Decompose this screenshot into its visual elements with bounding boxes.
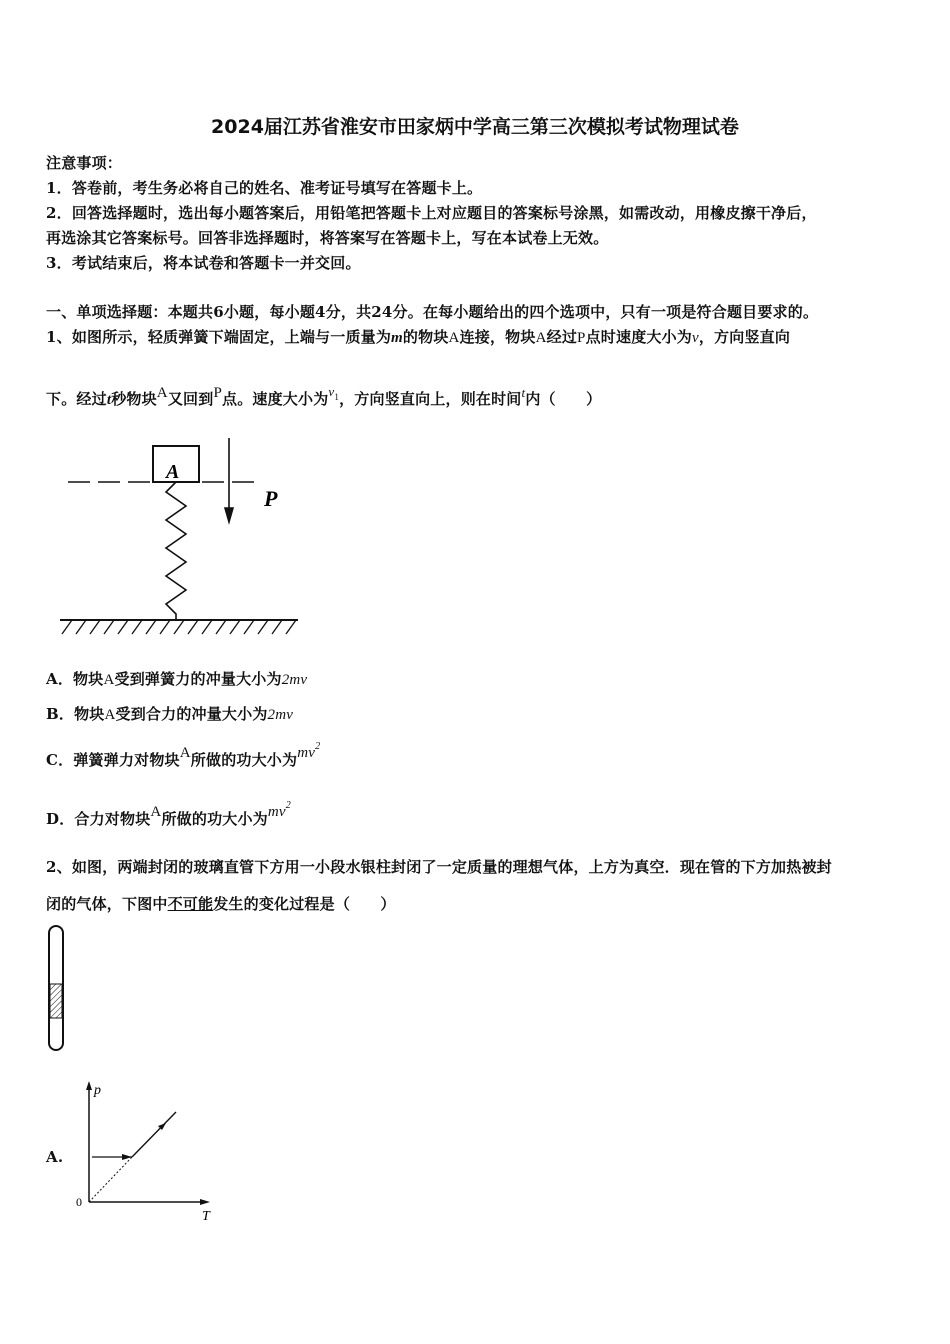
notice-item-2a: 2．回答选择题时，选出每小题答案后，用铅笔把答题卡上对应题目的答案标号涂黑，如需改动，用橡皮擦干净后， [46,204,817,222]
q1-option-d[interactable] [46,800,291,829]
q2-text: 闭的气体，下图中 [46,895,168,913]
q1-v1: v [328,384,335,399]
superscript: 2 [315,741,321,752]
notice-item-2b: 再选涂其它答案标号。回答非选择题时，将答案写在答题卡上，写在本试卷上无效。 [46,229,609,247]
q1-text: 下。经过 [46,390,107,408]
axis-T-label: T [202,1209,210,1224]
q2-underlined: 不可能 [167,895,214,913]
q1-P: P [213,385,222,401]
option-text: 所做的功大小为 [190,751,298,769]
q1-m: m [391,330,403,346]
q1-text: 内（ ） [525,390,602,408]
q1-v: v [692,330,699,346]
q2-option-a[interactable]: A. [46,1148,64,1166]
superscript: 2 [285,800,291,811]
q2-line-1: 2、如图，两端封闭的玻璃直管下方用一小段水银柱封闭了一定质量的理想气体，上方为真空．现在管的下方加热被封 [46,858,832,876]
q1-text: ，方向竖直向 [698,328,791,346]
q1-A: A [448,330,460,346]
figure-label-P: P [264,486,278,511]
q1-A: A [535,330,547,346]
option-label: B．物块 [46,705,105,723]
q1-text: 点时速度大小为 [585,328,692,346]
page-title: 2024届江苏省淮安市田家炳中学高三第三次模拟考试物理试卷 [211,116,739,138]
q1-A: A [104,707,116,723]
q1-option-b[interactable] [46,703,293,724]
notice-item-1: 1．答卷前，考生务必将自己的姓名、准考证号填写在答题卡上。 [46,179,483,197]
q1-option-c[interactable] [46,741,321,770]
q1-v1-subscript: 1 [334,392,340,402]
q2-text: 发生的变化过程是（ ） [213,895,396,913]
glass-tube-diagram [44,922,68,1054]
q1-text: ，方向竖直向上，则在时间 [339,390,522,408]
spring-diagram [60,436,310,646]
q1-line-1 [46,326,790,347]
option-value: mv [297,745,316,761]
option-text: 受到弹簧力的冲量大小为 [114,670,282,688]
option-value: mv [267,804,286,820]
q1-text: 又回到 [167,390,214,408]
q1-A: A [103,672,115,688]
notice-item-3: 3．考试结束后，将本试卷和答题卡一并交回。 [46,254,361,272]
q1-option-a[interactable] [46,668,307,689]
figure-label-A: A [166,461,180,483]
q1-text: 秒物块 [111,390,157,408]
option-text: 受到合力的冲量大小为 [115,705,268,723]
q1-text: 的物块 [402,328,449,346]
q1-text: 经过 [546,328,578,346]
q1-text: 连接，物块 [459,328,536,346]
p-T-graph [72,1078,222,1223]
origin-label: 0 [76,1195,82,1209]
q2-line-2 [46,893,396,914]
q1-A: A [179,745,191,761]
axis-p-label: p [94,1083,101,1098]
notice-heading: 注意事项： [46,154,123,172]
q1-text: 点。速度大小为 [222,390,329,408]
option-label: D．合力对物块 [46,810,151,828]
option-label: C．弹簧弹力对物块 [46,751,180,769]
option-text: 所做的功大小为 [161,810,268,828]
section-1-heading: 一、单项选择题：本题共6小题，每小题4分，共24分。在每小题给出的四个选项中，只有一项是符合题目要求的。 [46,303,819,321]
option-value: 2mv [267,707,294,723]
q1-t: t [521,385,526,400]
q1-A: A [156,385,168,401]
q1-text: 1、如图所示，轻质弹簧下端固定，上端与一质量为 [46,328,392,346]
q1-P: P [577,330,586,346]
q1-A: A [150,804,162,820]
q1-t: t [106,392,112,408]
option-label: A．物块 [46,670,104,688]
q1-line-2 [46,384,602,409]
option-value: 2mv [281,672,308,688]
